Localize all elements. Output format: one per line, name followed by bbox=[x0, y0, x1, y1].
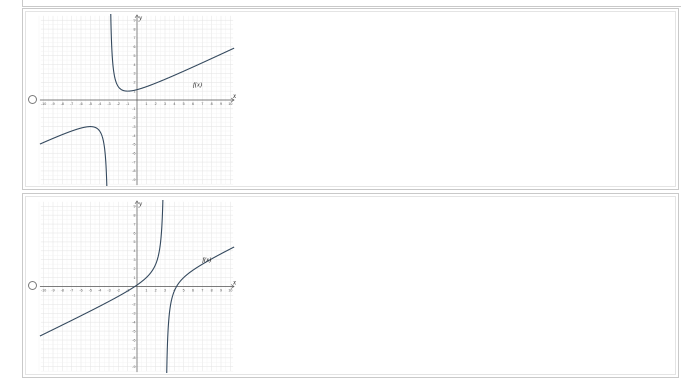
y-tick-label: 6 bbox=[133, 231, 136, 236]
x-tick-label: -5 bbox=[88, 288, 92, 293]
x-axis-label: x bbox=[233, 278, 237, 287]
x-tick-label: -7 bbox=[70, 288, 74, 293]
x-tick-label: -9 bbox=[51, 288, 55, 293]
y-tick-label: -2 bbox=[132, 302, 136, 307]
x-tick-label: 3 bbox=[164, 102, 166, 106]
x-tick-label: 5 bbox=[182, 288, 185, 293]
x-tick-label: -4 bbox=[98, 102, 102, 106]
y-tick-label: 5 bbox=[133, 53, 136, 58]
y-tick-label: 5 bbox=[133, 240, 136, 245]
y-tick-label: 9 bbox=[133, 204, 136, 209]
x-tick-label: 4 bbox=[173, 102, 176, 106]
y-tick-label: -2 bbox=[132, 116, 136, 121]
x-tick-label: 7 bbox=[201, 288, 204, 293]
x-tick-label: -1 bbox=[126, 288, 130, 293]
x-tick-label: 8 bbox=[210, 288, 213, 293]
x-tick-label: -4 bbox=[98, 288, 102, 293]
curve-right-branch bbox=[110, 0, 234, 94]
y-tick-label: 8 bbox=[133, 213, 136, 218]
y-tick-label: -4 bbox=[132, 320, 136, 325]
y-tick-label: -4 bbox=[132, 133, 136, 138]
x-tick-label: -9 bbox=[51, 102, 55, 106]
x-tick-label: 10 bbox=[228, 102, 233, 106]
x-tick-label: -3 bbox=[107, 288, 111, 293]
y-tick-label: -9 bbox=[132, 178, 136, 183]
x-tick-label: 2 bbox=[154, 288, 157, 293]
x-tick-label: 6 bbox=[192, 102, 194, 106]
y-tick-label: 8 bbox=[133, 27, 136, 32]
x-tick-label: -10 bbox=[41, 102, 47, 106]
y-tick-label: 2 bbox=[133, 266, 136, 271]
x-axis-label: x bbox=[233, 92, 237, 100]
y-axis-label: y bbox=[139, 199, 143, 208]
y-axis-label: y bbox=[139, 13, 143, 22]
y-tick-label: 7 bbox=[133, 222, 136, 227]
y-tick-label: 1 bbox=[133, 89, 136, 94]
option-1-graph bbox=[35, 12, 239, 188]
x-tick-label: 9 bbox=[220, 102, 222, 106]
y-tick-label: 6 bbox=[133, 45, 136, 50]
y-tick-label: 4 bbox=[133, 249, 136, 254]
x-tick-label: 1 bbox=[145, 288, 148, 293]
function-label: f(x) bbox=[193, 81, 203, 89]
x-tick-label: -6 bbox=[79, 288, 83, 293]
x-tick-label: -1 bbox=[126, 102, 130, 106]
y-tick-label: -1 bbox=[132, 107, 136, 112]
y-tick-label: 2 bbox=[133, 80, 136, 85]
x-tick-label: -5 bbox=[88, 102, 92, 106]
y-tick-label: -5 bbox=[132, 329, 136, 334]
x-tick-label: 8 bbox=[210, 102, 213, 106]
y-tick-label: -5 bbox=[132, 142, 136, 147]
option-2-graph bbox=[35, 198, 239, 375]
y-tick-label: -3 bbox=[132, 124, 136, 129]
x-tick-label: -2 bbox=[116, 102, 120, 106]
x-tick-label: 2 bbox=[154, 102, 157, 106]
x-tick-label: 1 bbox=[145, 102, 148, 106]
y-tick-label: -7 bbox=[132, 347, 136, 352]
y-tick-label: 3 bbox=[133, 71, 136, 76]
y-tick-label: -3 bbox=[132, 311, 136, 316]
y-tick-label: 7 bbox=[133, 36, 136, 41]
x-tick-label: 4 bbox=[173, 288, 176, 293]
y-tick-label: -7 bbox=[132, 160, 136, 165]
x-tick-label: -10 bbox=[41, 288, 47, 293]
y-tick-label: 9 bbox=[133, 18, 136, 23]
y-tick-label: -6 bbox=[132, 151, 136, 156]
y-tick-label: 1 bbox=[133, 275, 136, 280]
x-tick-label: -2 bbox=[116, 288, 120, 293]
x-tick-label: 5 bbox=[182, 102, 185, 106]
x-tick-label: 10 bbox=[228, 288, 233, 293]
x-tick-label: 9 bbox=[220, 288, 222, 293]
y-tick-label: -8 bbox=[132, 169, 136, 174]
x-tick-label: -7 bbox=[70, 102, 74, 106]
x-tick-label: -3 bbox=[107, 102, 111, 106]
y-tick-label: -6 bbox=[132, 338, 136, 343]
x-tick-label: -8 bbox=[60, 288, 64, 293]
x-tick-label: 6 bbox=[192, 288, 194, 293]
y-tick-label: -8 bbox=[132, 356, 136, 361]
y-tick-label: 3 bbox=[133, 258, 136, 263]
x-tick-label: 3 bbox=[164, 288, 166, 293]
previous-option-bottom-edge bbox=[22, 0, 681, 7]
y-tick-label: 4 bbox=[133, 62, 136, 67]
x-tick-label: 7 bbox=[201, 102, 204, 106]
y-tick-label: -1 bbox=[132, 293, 136, 298]
x-tick-label: -6 bbox=[79, 102, 83, 106]
x-tick-label: -8 bbox=[60, 102, 64, 106]
y-tick-label: -9 bbox=[132, 365, 136, 370]
function-label: f(x) bbox=[202, 256, 212, 264]
